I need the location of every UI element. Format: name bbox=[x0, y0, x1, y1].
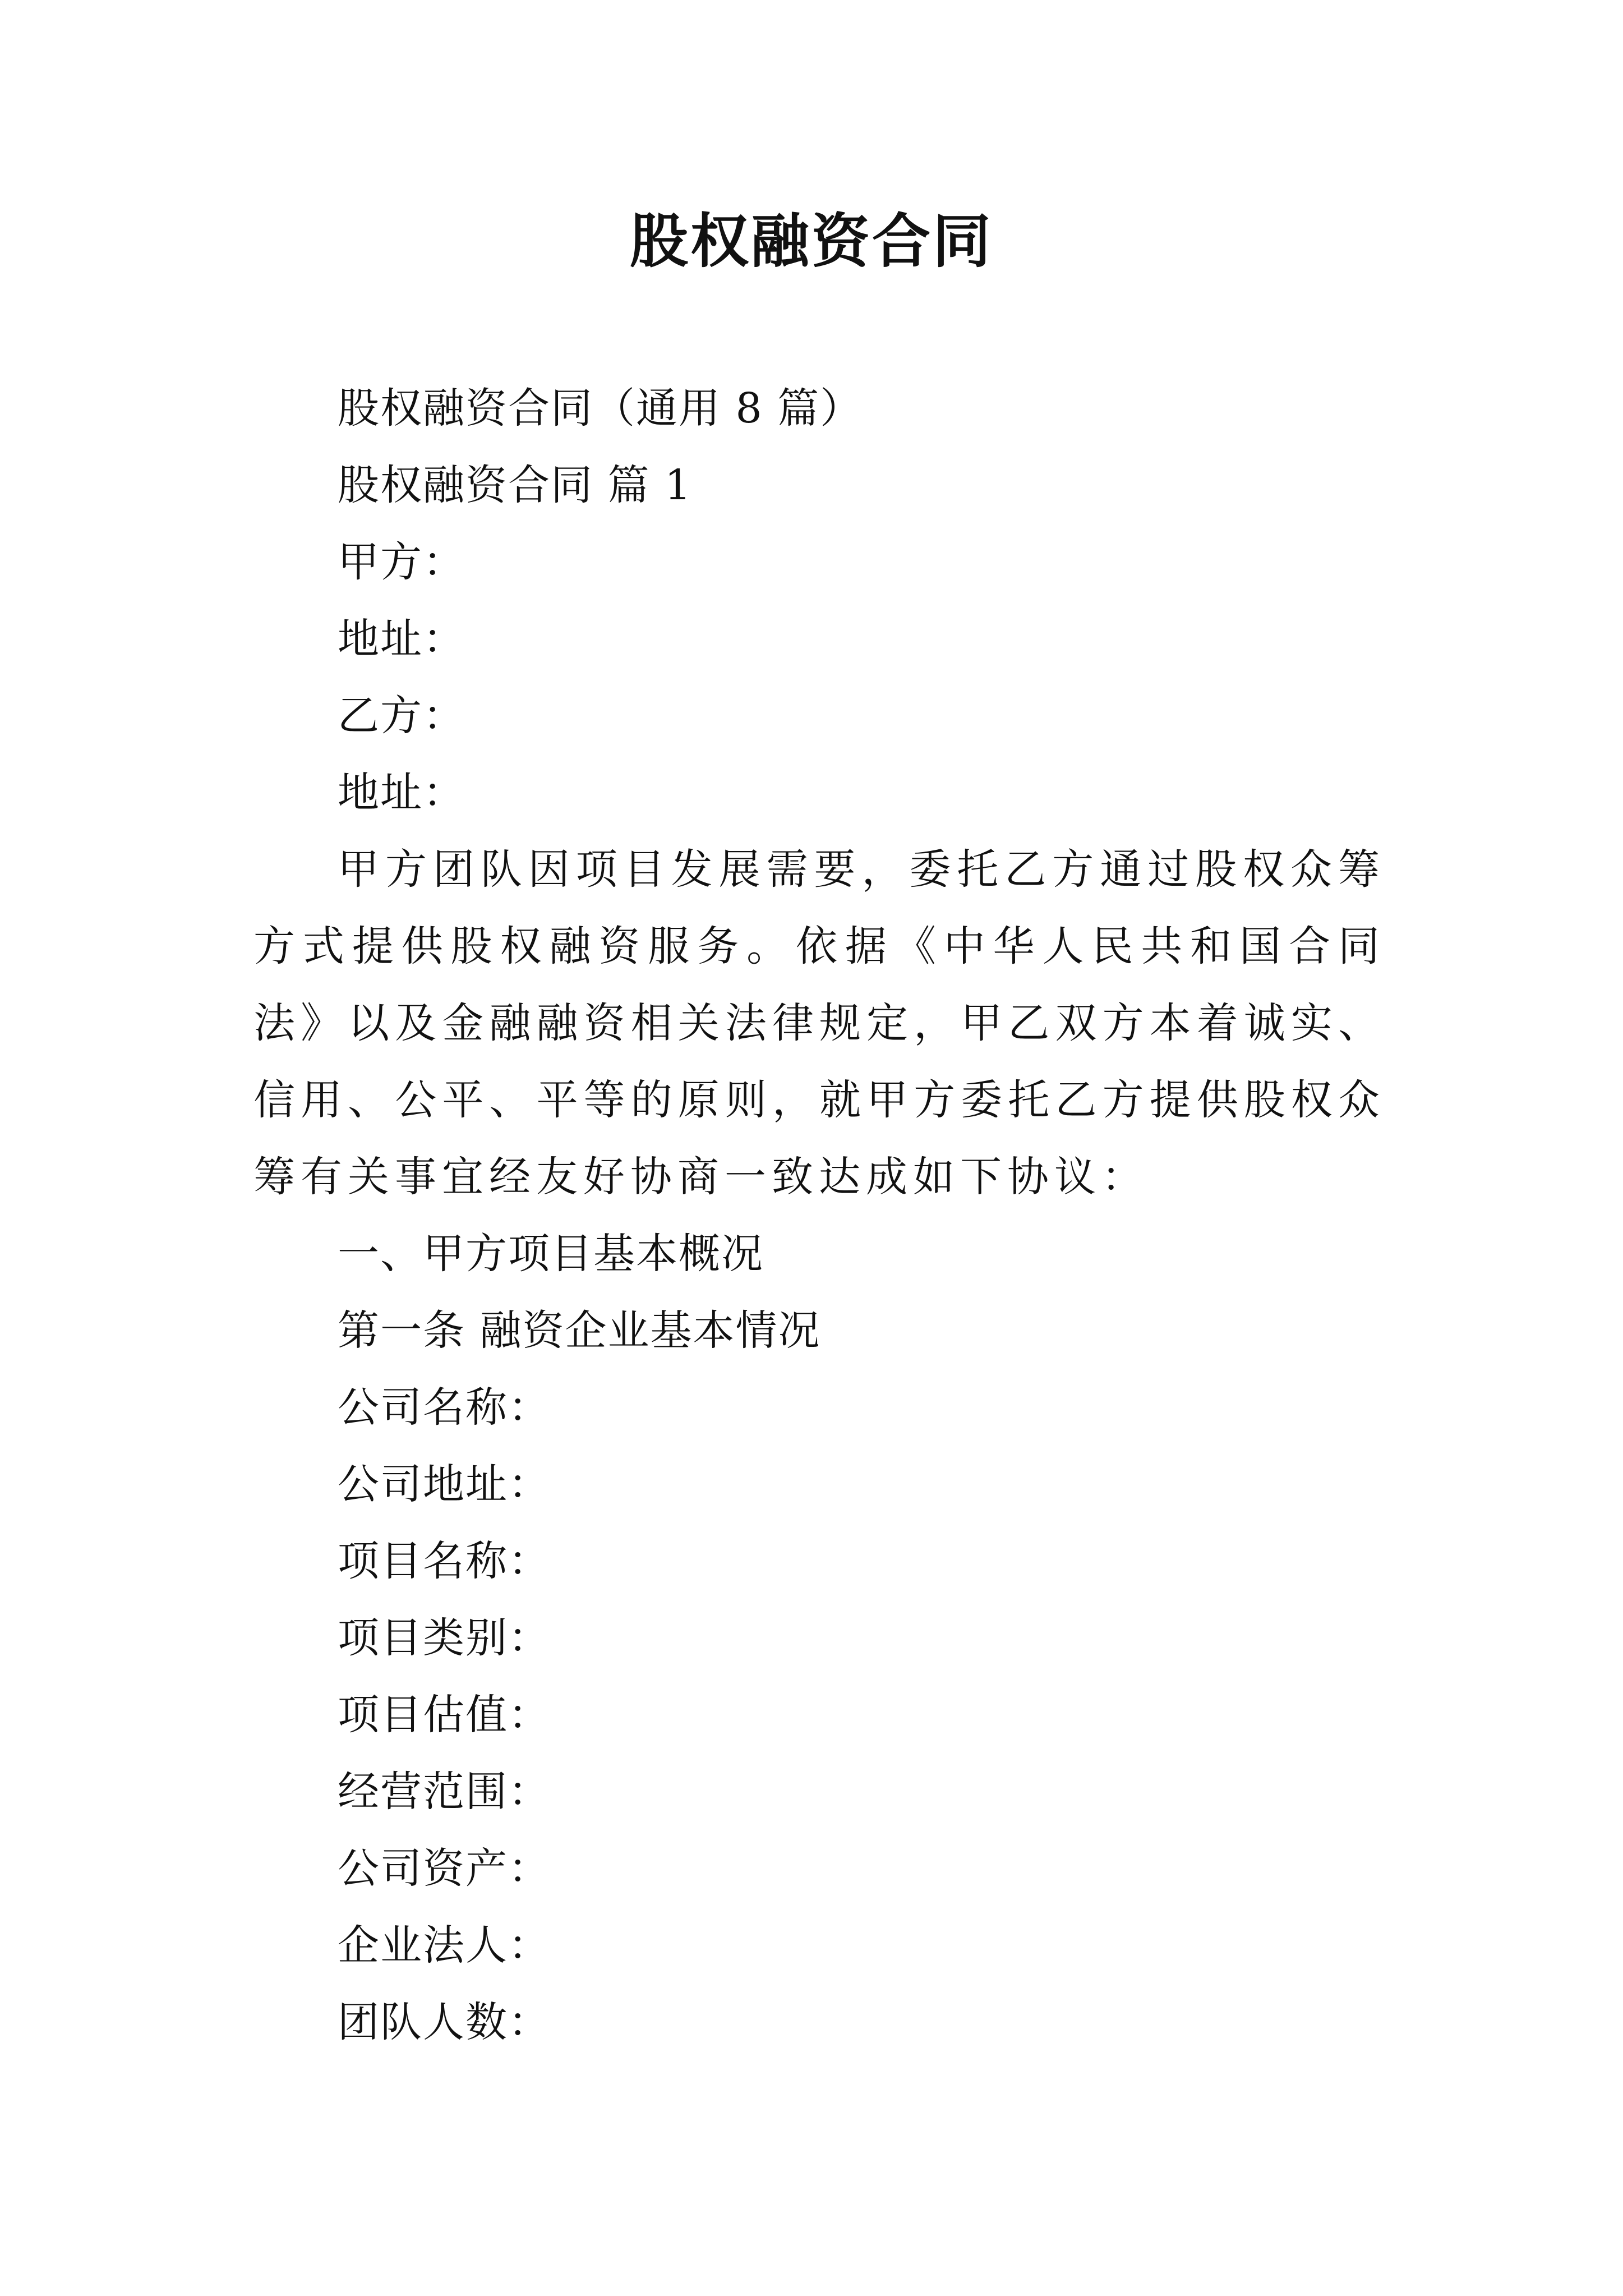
subtitle-line: 股权融资合同（通用 8 篇） bbox=[338, 384, 863, 432]
party-a-label: 甲方： bbox=[338, 538, 465, 586]
field-company-assets: 公司资产： bbox=[338, 1844, 551, 1893]
field-company-name: 公司名称： bbox=[338, 1383, 551, 1432]
article-one-heading: 第一条 融资企业基本情况 bbox=[338, 1306, 821, 1355]
field-team-size: 团队人数： bbox=[338, 1998, 551, 2046]
field-company-address: 公司地址： bbox=[338, 1460, 551, 1508]
part-one-heading: 一、甲方项目基本概况 bbox=[338, 1230, 764, 1278]
party-b-address-label: 地址： bbox=[338, 769, 465, 817]
field-legal-representative: 企业法人： bbox=[338, 1921, 551, 1970]
field-project-category: 项目类别： bbox=[338, 1614, 551, 1662]
party-b-label: 乙方： bbox=[338, 692, 465, 740]
document-title: 股权融资合同 bbox=[629, 206, 993, 275]
field-project-valuation: 项目估值： bbox=[338, 1691, 551, 1739]
section-heading: 股权融资合同 篇 1 bbox=[338, 461, 693, 509]
document-body bbox=[253, 370, 1385, 2061]
party-a-address-label: 地址： bbox=[338, 615, 465, 663]
intro-paragraph: 甲方团队因项目发展需要，委托乙方通过股权众筹方式提供股权融资服务。依据《中华人民共和国合同法》以及金融融资相关法律规定，甲乙双方本着诚实、信用、公平、平等的原则，就甲方委托乙方提供股权众筹有关事宜经友好协商一致达成如下协议： bbox=[253, 845, 1385, 1201]
field-project-name: 项目名称： bbox=[338, 1537, 551, 1585]
field-business-scope: 经营范围： bbox=[338, 1768, 551, 1816]
